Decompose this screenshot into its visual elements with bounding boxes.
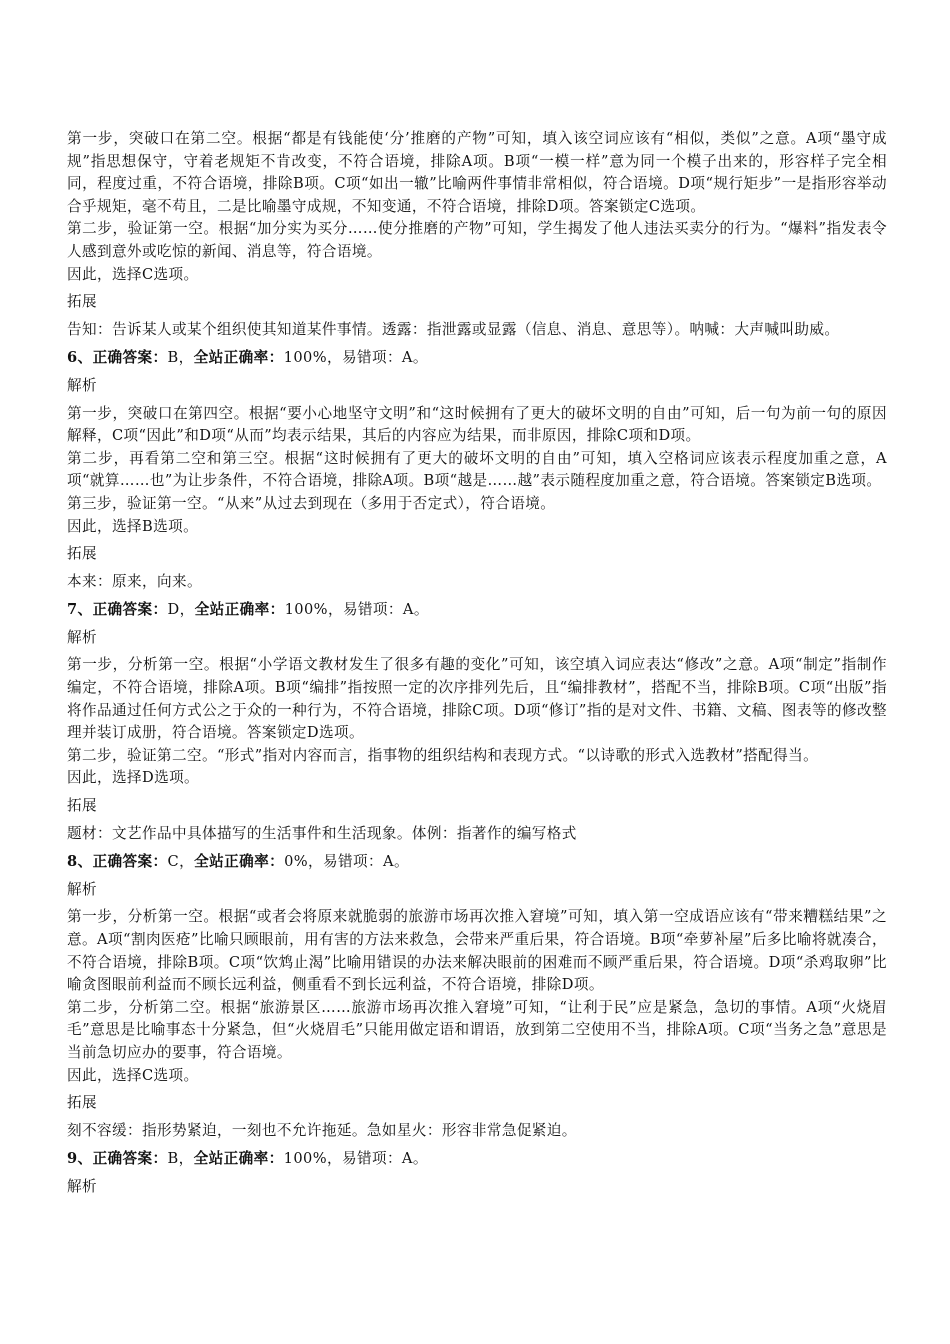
q7-conclusion: 因此，选择D选项。 — [67, 769, 200, 787]
q8-answer: C， — [167, 853, 195, 871]
q6-step2: 第二步，再看第二空和第三空。根据“这时候拥有了更大的破坏文明的自由”可知，填入空格词应该表示程度加重之意，A项“就算……也”为让步条件，不符合语境，排除A项。B项“越是……越”表示随程度加重之意，符合语境。答案锁定B选项。 — [67, 449, 887, 490]
q6-conclusion: 因此，选择B选项。 — [67, 517, 199, 535]
q6-step3: 第三步，验证第一空。“从来”从过去到现在（多用于否定式），符合语境。 — [67, 494, 556, 512]
q6-answer-line — [67, 347, 887, 370]
q9-number: 9、 — [67, 1150, 93, 1168]
q5-extension-text: 告知：告诉某人或某个组织使其知道某件事情。透露：指泄露或显露（信息、消息、意思等）。呐喊：大声喊叫助威。 — [67, 320, 840, 338]
q8-conclusion: 因此，选择C选项。 — [67, 1066, 199, 1084]
q9-rate-label: 全站正确率： — [193, 1150, 284, 1168]
q7-answer: D， — [167, 601, 195, 619]
q7-answer-label: 正确答案： — [92, 601, 168, 619]
q9-answer-line — [67, 1148, 887, 1171]
q8-number: 8、 — [67, 853, 93, 871]
q7-rate-label: 全站正确率： — [194, 601, 285, 619]
q8-rate-label: 全站正确率： — [194, 853, 285, 871]
q8-step1: 第一步，分析第一空。根据“或者会将原来就脆弱的旅游市场再次推入窘境”可知，填入第一空成语应该有“带来糟糕结果”之意。A项“割肉医疮”比喻只顾眼前，用有害的方法来救急，会带来严重后果，符合语境。B项“牵萝补屋”后多比喻将就凑合，不符合语境，排除B项。C项“饮鸩止渴”比喻用错误的办法来解决眼前的困难而不顾严重后果，符合语境。D项“杀鸡取卵”比喻贪图眼前利益而不顾长远利益，侧重看不到长远利益，不符合语境，排除D项。 — [67, 908, 887, 994]
q6-rate: 100%，易错项：A。 — [283, 349, 428, 367]
q5-extension-label: 拓展 — [67, 293, 97, 311]
q6-answer-label: 正确答案： — [92, 349, 168, 367]
q5-step2: 第二步，验证第一空。根据“加分实为买分……使分推磨的产物”可知，学生揭发了他人违法买卖分的行为。“爆料”指发表令人感到意外或吃惊的新闻、消息等，符合语境。 — [67, 220, 887, 260]
q8-step2: 第二步，分析第二空。根据“旅游景区……旅游市场再次推入窘境”可知，“让利于民”应是紧急，急切的事情。A项“火烧眉毛”意思是比喻事态十分紧急，但“火烧眉毛”只能用做定语和谓语，放到第二空使用不当，排除A项。C项“当务之急”意思是当前急切应办的要事，符合语境。 — [67, 998, 887, 1061]
q9-answer-label: 正确答案： — [92, 1150, 168, 1168]
q8-rate: 0%，易错项：A。 — [284, 853, 409, 871]
q6-step1: 第一步，突破口在第四空。根据“要小心地坚守文明”和“这时候拥有了更大的破坏文明的自由”可知，后一句为前一句的原因解释，C项“因此”和D项“从而”均表示结果，其后的内容应为结果，而非原因，排除C项和D项。 — [67, 404, 887, 445]
q8-analysis-label: 解析 — [67, 880, 97, 898]
q7-analysis-label: 解析 — [67, 628, 97, 646]
q7-extension-label: 拓展 — [67, 797, 97, 815]
q9-answer: B， — [167, 1150, 194, 1168]
q6-rate-label: 全站正确率： — [193, 349, 284, 367]
q6-analysis-label: 解析 — [67, 376, 97, 394]
q7-step1: 第一步，分析第一空。根据“小学语文教材发生了很多有趣的变化”可知，该空填入词应表达“修改”之意。A项“制定”指制作编定，不符合语境，排除A项。B项“编排”指按照一定的次序排列先后，且“编排教材”，搭配不当，排除B项。C项“出版”指将作品通过任何方式公之于众的一种行为，不符合语境，排除C项。D项“修订”指的是对文件、书籍、文稿、图表等的修改整理并装订成册，符合语境。答案锁定D选项。 — [67, 656, 887, 742]
q5-step1: 第一步，突破口在第二空。根据“都是有钱能使‘分’推磨的产物”可知，填入该空词应该有“相似，类似”之意。A项“墨守成规”指思想保守，守着老规矩不肯改变，不符合语境，排除A项。B项“一模一样”意为同一个模子出来的，形容样子完全相同，程度过重，不符合语境，排除B项。C项“如出一辙”比喻两件事情非常相似，符合语境。D项“规行矩步”一是指形容举动合乎规矩，毫不苟且，二是比喻墨守成规，不知变通，不符合语境，排除D项。答案锁定C选项。 — [67, 130, 887, 215]
q9-analysis-label: 解析 — [67, 1177, 97, 1195]
q8-answer-label: 正确答案： — [92, 853, 168, 871]
q7-extension-text: 题材：文艺作品中具体描写的生活事件和生活现象。体例：指著作的编写格式 — [67, 824, 577, 842]
q8-extension-label: 拓展 — [67, 1094, 97, 1112]
q7-rate: 100%，易错项：A。 — [284, 601, 429, 619]
document-page — [67, 128, 887, 1199]
q6-extension-label: 拓展 — [67, 545, 97, 563]
q8-answer-line — [67, 851, 887, 874]
q7-number: 7、 — [67, 601, 93, 619]
q7-answer-line — [67, 599, 887, 622]
q6-extension-text: 本来：原来，向来。 — [67, 572, 202, 590]
q9-rate: 100%，易错项：A。 — [283, 1150, 428, 1168]
q6-number: 6、 — [67, 349, 93, 367]
q6-answer: B， — [167, 349, 194, 367]
q7-step2: 第二步，验证第二空。“形式”指对内容而言，指事物的组织结构和表现方式。“以诗歌的形式入选教材”搭配得当。 — [67, 746, 819, 764]
q8-extension-text: 刻不容缓：指形势紧迫，一刻也不允许拖延。急如星火：形容非常急促紧迫。 — [67, 1121, 577, 1139]
q5-conclusion: 因此，选择C选项。 — [67, 265, 199, 283]
